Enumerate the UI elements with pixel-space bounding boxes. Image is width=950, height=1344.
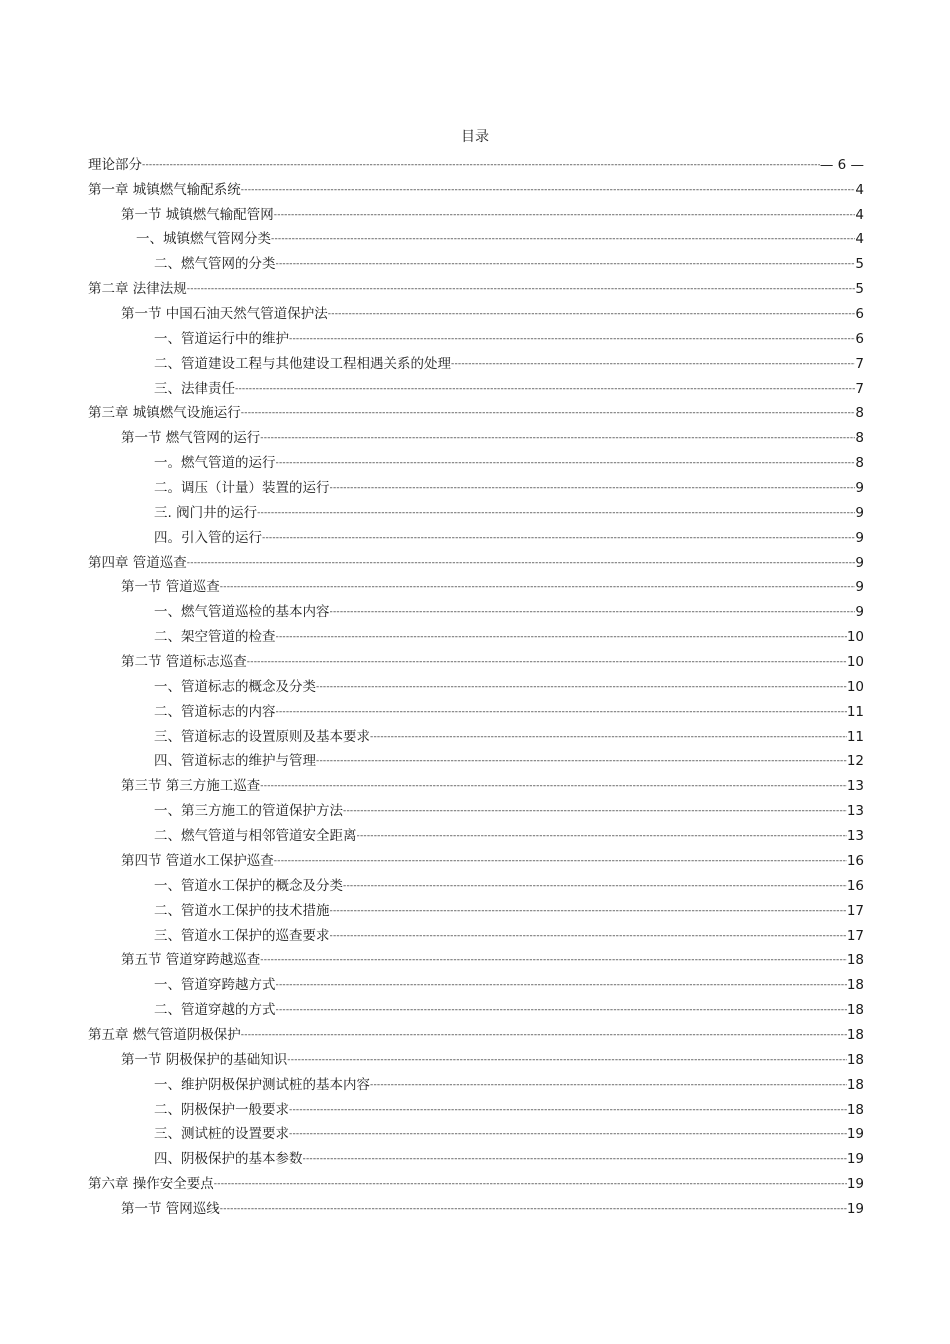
toc-entry-label: 三、法律责任 — [154, 380, 235, 397]
toc-entry-page-number: 9 — [855, 529, 864, 546]
toc-entry-label: 第三节 第三方施工巡查 — [121, 778, 261, 795]
toc-entry-page-number: 4 — [855, 231, 864, 248]
toc-dot-leader — [214, 1175, 847, 1193]
toc-entry[interactable] — [88, 721, 864, 746]
toc-entry-label: 二、燃气管道与相邻管道安全距离 — [154, 828, 357, 845]
toc-entry-page-number: 10 — [846, 678, 864, 695]
toc-dot-leader — [220, 1200, 847, 1218]
toc-entry-page-number: 18 — [846, 977, 864, 994]
toc-entry-page-number: 10 — [846, 629, 864, 646]
toc-entry-label: 一、管道穿跨越方式 — [154, 977, 276, 994]
toc-entry[interactable] — [88, 671, 864, 696]
toc-entry-page-number: 9 — [855, 480, 864, 497]
toc-entry[interactable] — [88, 422, 864, 447]
toc-entry[interactable] — [88, 1193, 864, 1218]
toc-entry-page-number: 18 — [846, 1051, 864, 1068]
toc-dot-leader — [241, 1026, 847, 1044]
toc-entry-label: 第一章 城镇燃气输配系统 — [88, 181, 241, 198]
toc-entry[interactable] — [88, 845, 864, 870]
toc-entry-page-number: — 6 — — [819, 156, 864, 173]
toc-entry[interactable] — [88, 199, 864, 224]
toc-dot-leader — [276, 628, 847, 646]
toc-dot-leader — [276, 976, 847, 994]
toc-entry-page-number: 16 — [846, 877, 864, 894]
toc-entry[interactable] — [88, 224, 864, 249]
toc-entry[interactable] — [88, 398, 864, 423]
toc-entry[interactable] — [88, 870, 864, 895]
toc-dot-leader — [271, 230, 855, 248]
toc-entry-page-number: 8 — [855, 455, 864, 472]
toc-dot-leader — [289, 330, 855, 348]
toc-dot-leader — [142, 156, 820, 174]
toc-entry-label: 第一节 城镇燃气输配管网 — [121, 206, 274, 223]
toc-entry[interactable] — [88, 472, 864, 497]
toc-dot-leader — [316, 752, 847, 770]
toc-entry[interactable] — [88, 1119, 864, 1144]
toc-dot-leader — [289, 1101, 847, 1119]
toc-entry-label: 二、燃气管网的分类 — [154, 256, 276, 273]
toc-entry[interactable] — [88, 820, 864, 845]
toc-entry-page-number: 18 — [846, 1026, 864, 1043]
toc-entry-page-number: 6 — [855, 306, 864, 323]
toc-dot-leader — [187, 280, 856, 298]
toc-entry-label: 三. 阀门井的运行 — [154, 504, 258, 521]
toc-entry-label: 三、测试桩的设置要求 — [154, 1126, 289, 1143]
toc-list — [88, 149, 864, 1218]
toc-entry-label: 第四章 管道巡查 — [88, 554, 187, 571]
toc-entry-label: 一。燃气管道的运行 — [154, 455, 276, 472]
toc-entry[interactable] — [88, 1069, 864, 1094]
toc-entry-label: 二。调压（计量）装置的运行 — [154, 480, 330, 497]
toc-entry-label: 一、管道水工保护的概念及分类 — [154, 877, 343, 894]
toc-entry-page-number: 8 — [855, 405, 864, 422]
toc-entry[interactable] — [88, 795, 864, 820]
toc-entry-page-number: 19 — [846, 1151, 864, 1168]
toc-entry-label: 一、管道标志的概念及分类 — [154, 678, 316, 695]
toc-entry-page-number: 6 — [855, 330, 864, 347]
toc-entry[interactable] — [88, 994, 864, 1019]
toc-entry[interactable] — [88, 174, 864, 199]
toc-entry-page-number: 11 — [846, 728, 864, 745]
toc-entry-page-number: 4 — [855, 206, 864, 223]
toc-dot-leader — [260, 429, 855, 447]
toc-dot-leader — [274, 206, 856, 224]
toc-dot-leader — [370, 728, 847, 746]
toc-entry[interactable] — [88, 646, 864, 671]
toc-entry-page-number: 19 — [846, 1126, 864, 1143]
toc-entry-label: 第一节 燃气管网的运行 — [121, 430, 261, 447]
toc-dot-leader — [330, 479, 856, 497]
toc-dot-leader — [343, 802, 847, 820]
toc-dot-leader — [330, 902, 847, 920]
toc-dot-leader — [187, 554, 856, 572]
toc-entry[interactable] — [88, 323, 864, 348]
toc-entry-label: 第一节 管网巡线 — [121, 1200, 220, 1217]
toc-entry-page-number: 17 — [846, 927, 864, 944]
toc-entry-page-number: 18 — [846, 952, 864, 969]
toc-entry-label: 第六章 操作安全要点 — [88, 1176, 214, 1193]
toc-entry-page-number: 12 — [846, 753, 864, 770]
toc-entry[interactable] — [88, 273, 864, 298]
toc-entry-label: 第五章 燃气管道阴极保护 — [88, 1026, 241, 1043]
toc-dot-leader — [235, 380, 855, 398]
toc-dot-leader — [274, 852, 847, 870]
toc-dot-leader — [330, 927, 847, 945]
toc-entry[interactable] — [88, 696, 864, 721]
toc-dot-leader — [260, 951, 847, 969]
toc-entry-label: 四、阴极保护的基本参数 — [154, 1151, 303, 1168]
toc-entry-label: 第五节 管道穿跨越巡查 — [121, 952, 261, 969]
toc-entry-page-number: 13 — [846, 803, 864, 820]
toc-entry-label: 一、第三方施工的管道保护方法 — [154, 803, 343, 820]
toc-dot-leader — [289, 1125, 847, 1143]
toc-dot-leader — [247, 653, 847, 671]
toc-entry[interactable] — [88, 621, 864, 646]
toc-dot-leader — [328, 305, 856, 323]
toc-dot-leader — [257, 504, 855, 522]
toc-entry-page-number: 10 — [846, 654, 864, 671]
toc-dot-leader — [451, 355, 855, 373]
toc-dot-leader — [357, 827, 847, 845]
toc-dot-leader — [241, 181, 856, 199]
toc-entry-page-number: 17 — [846, 902, 864, 919]
toc-dot-leader — [262, 529, 855, 547]
toc-entry-page-number: 9 — [855, 554, 864, 571]
toc-entry-label: 第一节 管道巡查 — [121, 579, 220, 596]
toc-entry-page-number: 19 — [846, 1176, 864, 1193]
toc-dot-leader — [316, 678, 847, 696]
toc-entry[interactable] — [88, 348, 864, 373]
toc-entry-page-number: 8 — [855, 430, 864, 447]
toc-dot-leader — [370, 1076, 847, 1094]
toc-entry-label: 第一节 阴极保护的基础知识 — [121, 1051, 288, 1068]
toc-entry-page-number: 4 — [855, 181, 864, 198]
toc-dot-leader — [303, 1150, 847, 1168]
toc-entry-label: 一、燃气管道巡检的基本内容 — [154, 604, 330, 621]
toc-dot-leader — [276, 1001, 847, 1019]
toc-entry[interactable] — [88, 547, 864, 572]
toc-entry[interactable] — [88, 969, 864, 994]
toc-entry[interactable] — [88, 248, 864, 273]
toc-dot-leader — [276, 454, 856, 472]
toc-entry-page-number: 13 — [846, 778, 864, 795]
toc-entry-label: 四、管道标志的维护与管理 — [154, 753, 316, 770]
toc-dot-leader — [276, 703, 847, 721]
toc-entry-page-number: 9 — [855, 604, 864, 621]
toc-entry[interactable] — [88, 298, 864, 323]
toc-entry[interactable] — [88, 1094, 864, 1119]
toc-entry[interactable] — [88, 447, 864, 472]
toc-entry-label: 一、城镇燃气管网分类 — [136, 231, 271, 248]
toc-entry-page-number: 5 — [855, 281, 864, 298]
toc-title: 目录 — [461, 129, 489, 145]
toc-entry-label: 三、管道标志的设置原则及基本要求 — [154, 728, 370, 745]
toc-entry-label: 第二节 管道标志巡查 — [121, 654, 247, 671]
toc-entry-label: 二、管道穿越的方式 — [154, 1002, 276, 1019]
toc-entry[interactable] — [88, 497, 864, 522]
toc-dot-leader — [241, 404, 856, 422]
toc-entry-label: 第一节 中国石油天然气管道保护法 — [121, 306, 328, 323]
toc-entry[interactable] — [88, 1044, 864, 1069]
toc-entry-label: 二、管道建设工程与其他建设工程相遇关系的处理 — [154, 355, 451, 372]
toc-entry-label: 理论部分 — [88, 156, 142, 173]
toc-dot-leader — [220, 578, 856, 596]
toc-entry[interactable] — [88, 920, 864, 945]
toc-entry[interactable] — [88, 770, 864, 795]
toc-entry-page-number: 7 — [855, 380, 864, 397]
toc-entry-page-number: 5 — [855, 256, 864, 273]
toc-entry-page-number: 7 — [855, 355, 864, 372]
toc-entry-page-number: 9 — [855, 579, 864, 596]
toc-entry[interactable] — [88, 596, 864, 621]
toc-entry-label: 第二章 法律法规 — [88, 281, 187, 298]
toc-entry-label: 二、阴极保护一般要求 — [154, 1101, 289, 1118]
toc-entry[interactable] — [88, 1168, 864, 1193]
toc-entry[interactable] — [88, 373, 864, 398]
toc-entry-label: 一、管道运行中的维护 — [154, 330, 289, 347]
toc-dot-leader — [330, 603, 856, 621]
toc-entry[interactable] — [88, 746, 864, 771]
toc-entry[interactable] — [88, 1019, 864, 1044]
toc-entry-page-number: 16 — [846, 852, 864, 869]
toc-entry-page-number: 13 — [846, 828, 864, 845]
toc-entry-page-number: 18 — [846, 1076, 864, 1093]
toc-entry-label: 三、管道水工保护的巡查要求 — [154, 927, 330, 944]
toc-entry-label: 二、管道水工保护的技术措施 — [154, 902, 330, 919]
toc-dot-leader — [260, 777, 847, 795]
toc-entry-label: 第四节 管道水工保护巡查 — [121, 852, 274, 869]
toc-entry-label: 二、架空管道的检查 — [154, 629, 276, 646]
toc-entry-label: 四。引入管的运行 — [154, 529, 262, 546]
toc-entry[interactable] — [88, 572, 864, 597]
toc-entry-label: 二、管道标志的内容 — [154, 703, 276, 720]
toc-entry-label: 一、维护阴极保护测试桩的基本内容 — [154, 1076, 370, 1093]
toc-entry-page-number: 19 — [846, 1200, 864, 1217]
toc-entry-page-number: 18 — [846, 1101, 864, 1118]
toc-entry[interactable] — [88, 945, 864, 970]
toc-entry-page-number: 9 — [855, 504, 864, 521]
toc-entry[interactable] — [88, 1143, 864, 1168]
toc-dot-leader — [343, 877, 847, 895]
toc-dot-leader — [287, 1051, 847, 1069]
toc-entry-page-number: 18 — [846, 1002, 864, 1019]
toc-entry[interactable] — [88, 149, 864, 174]
toc-entry[interactable] — [88, 522, 864, 547]
toc-entry-label: 第三章 城镇燃气设施运行 — [88, 405, 241, 422]
toc-dot-leader — [276, 255, 856, 273]
toc-entry-page-number: 11 — [846, 703, 864, 720]
toc-entry[interactable] — [88, 895, 864, 920]
